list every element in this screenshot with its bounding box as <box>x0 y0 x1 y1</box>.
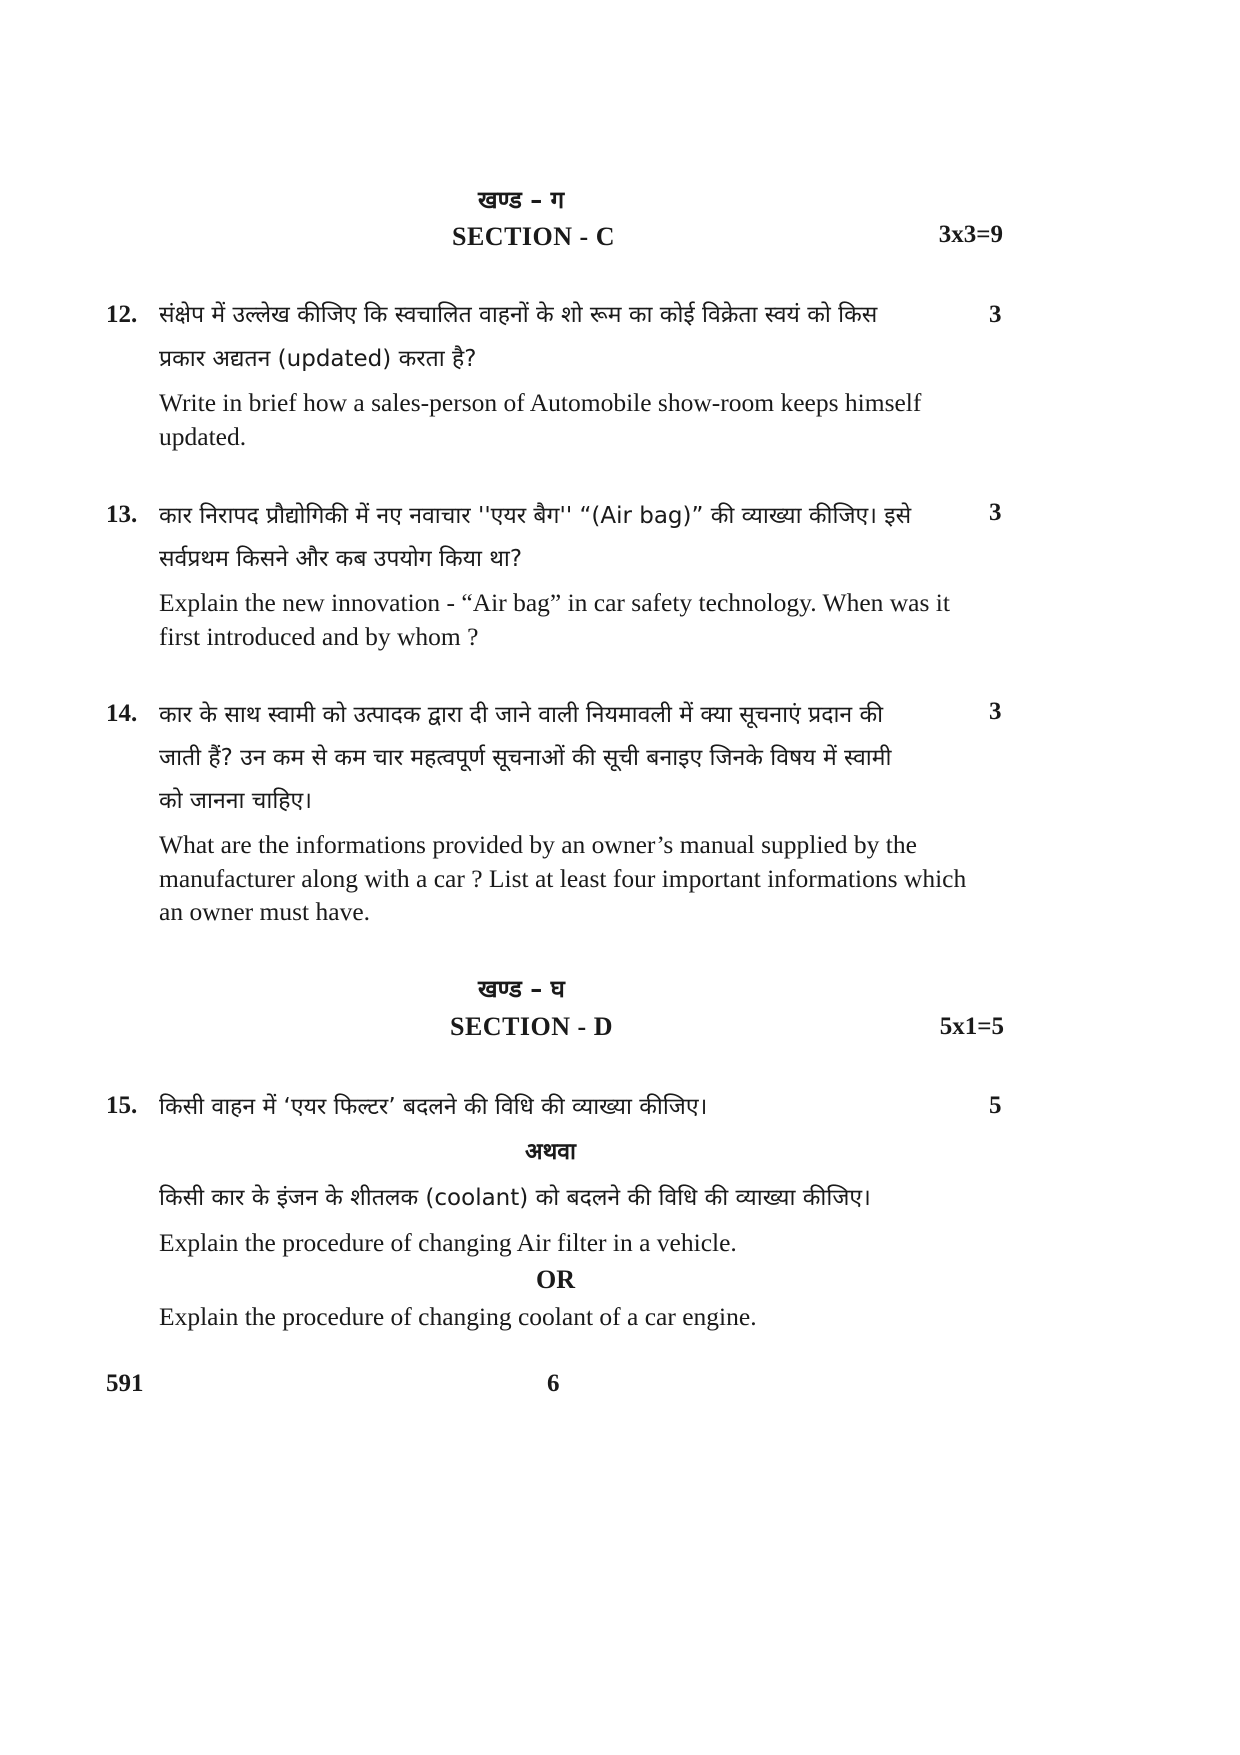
question-14-english-line3: an owner must have. <box>159 897 371 926</box>
section-c-marks: 3x3=9 <box>938 221 1003 248</box>
question-15-hindi-line1: किसी वाहन में ‘एयर फिल्टर’ बदलने की विधि की व्याख्या कीजिए। <box>159 1094 708 1120</box>
paper-code: 591 <box>106 1370 144 1397</box>
section-d-hindi-title: खण्ड – घ <box>478 975 565 1003</box>
question-14-hindi-line2: जाती हैं? उन कम से कम चार महत्वपूर्ण सूचनाओं की सूची बनाइए जिनके विषय में स्वामी <box>159 745 892 771</box>
section-d-title: SECTION - D <box>450 1012 613 1041</box>
question-12-marks: 3 <box>989 301 1002 328</box>
question-12-english-line1: Write in brief how a sales-person of Automobile show-room keeps himself <box>159 388 922 417</box>
question-15-marks: 5 <box>989 1092 1002 1119</box>
question-15-english-line1: Explain the procedure of changing Air filter in a vehicle. <box>159 1228 737 1257</box>
page-number: 6 <box>547 1370 560 1397</box>
question-14-english-line2: manufacturer along with a car ? List at least four important informations which <box>159 864 967 893</box>
question-13-english-line1: Explain the new innovation - “Air bag” in car safety technology. When was it <box>159 588 950 617</box>
section-c-title: SECTION - C <box>452 222 615 251</box>
question-14-marks: 3 <box>989 698 1002 725</box>
question-15-hindi-alternative: किसी कार के इंजन के शीतलक (coolant) को बदलने की विधि की व्याख्या कीजिए। <box>159 1185 871 1211</box>
question-15-english-alternative: Explain the procedure of changing coolant of a car engine. <box>159 1302 757 1331</box>
question-13-number: 13. <box>106 501 138 528</box>
question-13-english-line2: first introduced and by whom ? <box>159 622 479 651</box>
question-14-hindi-line3: को जानना चाहिए। <box>159 788 312 814</box>
question-13-hindi-line1: कार निरापद प्रौद्योगिकी में नए नवाचार ''एयर बैग'' “(Air bag)” की व्याख्या कीजिए। इसे <box>159 503 912 529</box>
question-14-hindi-line1: कार के साथ स्वामी को उत्पादक द्वारा दी जाने वाली नियमावली में क्या सूचनाएं प्रदान की <box>159 702 884 728</box>
question-14-number: 14. <box>106 700 138 727</box>
question-15-number: 15. <box>106 1092 138 1119</box>
question-12-number: 12. <box>106 301 138 328</box>
question-13-marks: 3 <box>989 499 1002 526</box>
section-d-marks: 5x1=5 <box>939 1013 1004 1040</box>
question-12-hindi-line2: प्रकार अद्यतन (updated) करता है? <box>159 346 477 372</box>
question-14-english-line1: What are the informations provided by an owner’s manual supplied by the <box>159 830 917 859</box>
question-15-hindi-or: अथवा <box>525 1139 577 1165</box>
section-c-hindi-title: खण्ड – ग <box>478 186 565 214</box>
question-15-english-or: OR <box>536 1265 575 1294</box>
question-12-english-line2: updated. <box>159 422 247 451</box>
question-12-hindi-line1: संक्षेप में उल्लेख कीजिए कि स्वचालित वाहनों के शो रूम का कोई विक्रेता स्वयं को किस <box>159 302 878 328</box>
question-13-hindi-line2: सर्वप्रथम किसने और कब उपयोग किया था? <box>159 546 523 572</box>
